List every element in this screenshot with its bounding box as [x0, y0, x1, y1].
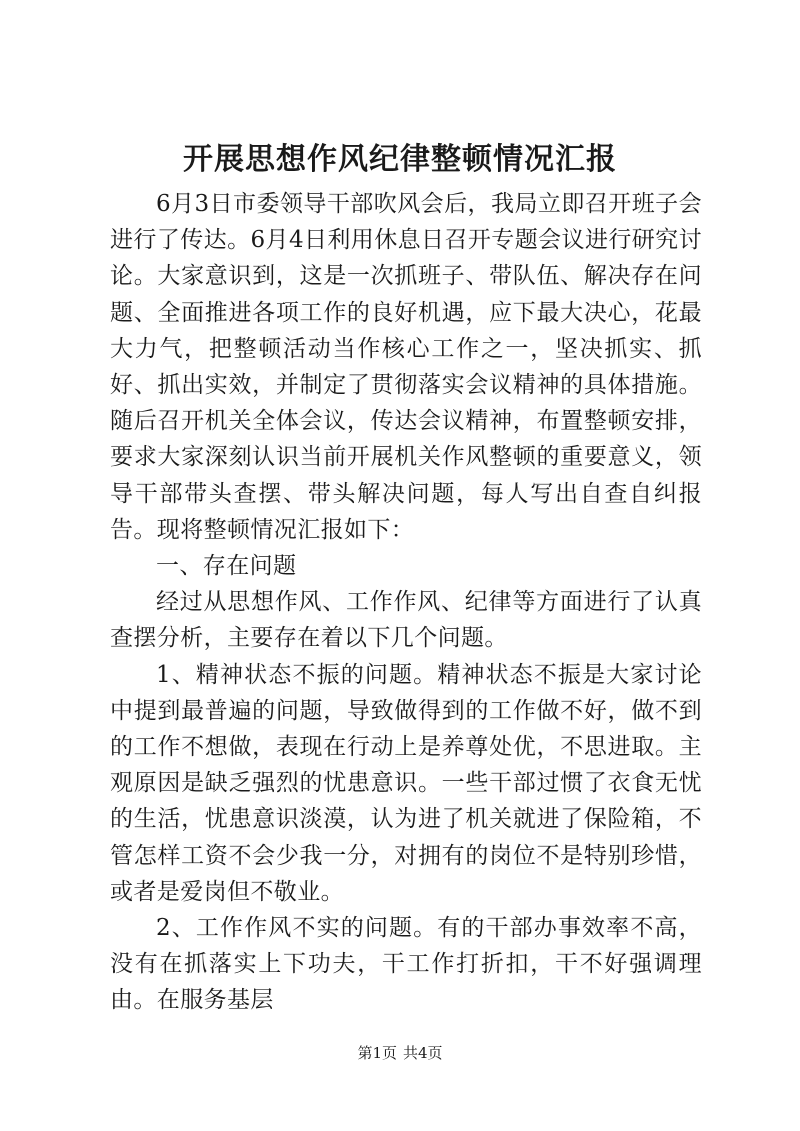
- paragraph-intro: 6月3日市委领导干部吹风会后，我局立即召开班子会进行了传达。6月4日利用休息日召开专题会议进行研究讨论。大家意识到，这是一次抓班子、带队伍、解决存在问题、全面推进各项工作的良好机遇，应下最大决心，花最大力气，把整顿活动当作核心工作之一，坚决抓实、抓好、抓出实效，并制定了贯彻落实会议精神的具体措施。随后召开机关全体会议，传达会议精神，布置整顿安排，要求大家深刻认识当前开展机关作风整顿的重要意义，领导干部带头查摆、带头解决问题，每人写出自查自纠报告。现将整顿情况汇报如下：: [110, 191, 702, 543]
- page-number: 第1页: [357, 1044, 397, 1062]
- page-total: 共4页: [403, 1044, 443, 1062]
- paragraph-problems-summary: 经过从思想作风、工作作风、纪律等方面进行了认真查摆分析，主要存在着以下几个问题。: [110, 589, 702, 652]
- section-heading-problems: 一、存在问题: [156, 553, 297, 580]
- page-title: 开展思想作风纪律整顿情况汇报: [183, 142, 617, 177]
- page-footer: [0, 1043, 800, 1063]
- paragraph-problem-1: 1、精神状态不振的问题。精神状态不振是大家讨论中提到最普遍的问题，导致做得到的工作做不好，做不到的工作不想做，表现在行动上是养尊处优，不思进取。主观原因是缺乏强烈的忧患意识。一些干部过惯了衣食无忧的生活，忧患意识淡漠，认为进了机关就进了保险箱，不管怎样工资不会少我一分，对拥有的岗位不是特别珍惜，或者是爱岗但不敬业。: [110, 661, 702, 905]
- document-body: [110, 186, 702, 1019]
- paragraph-problem-2: 2、工作作风不实的问题。有的干部办事效率不高，没有在抓落实上下功夫，干工作打折扣，干不好强调理由。在服务基层: [110, 915, 702, 1014]
